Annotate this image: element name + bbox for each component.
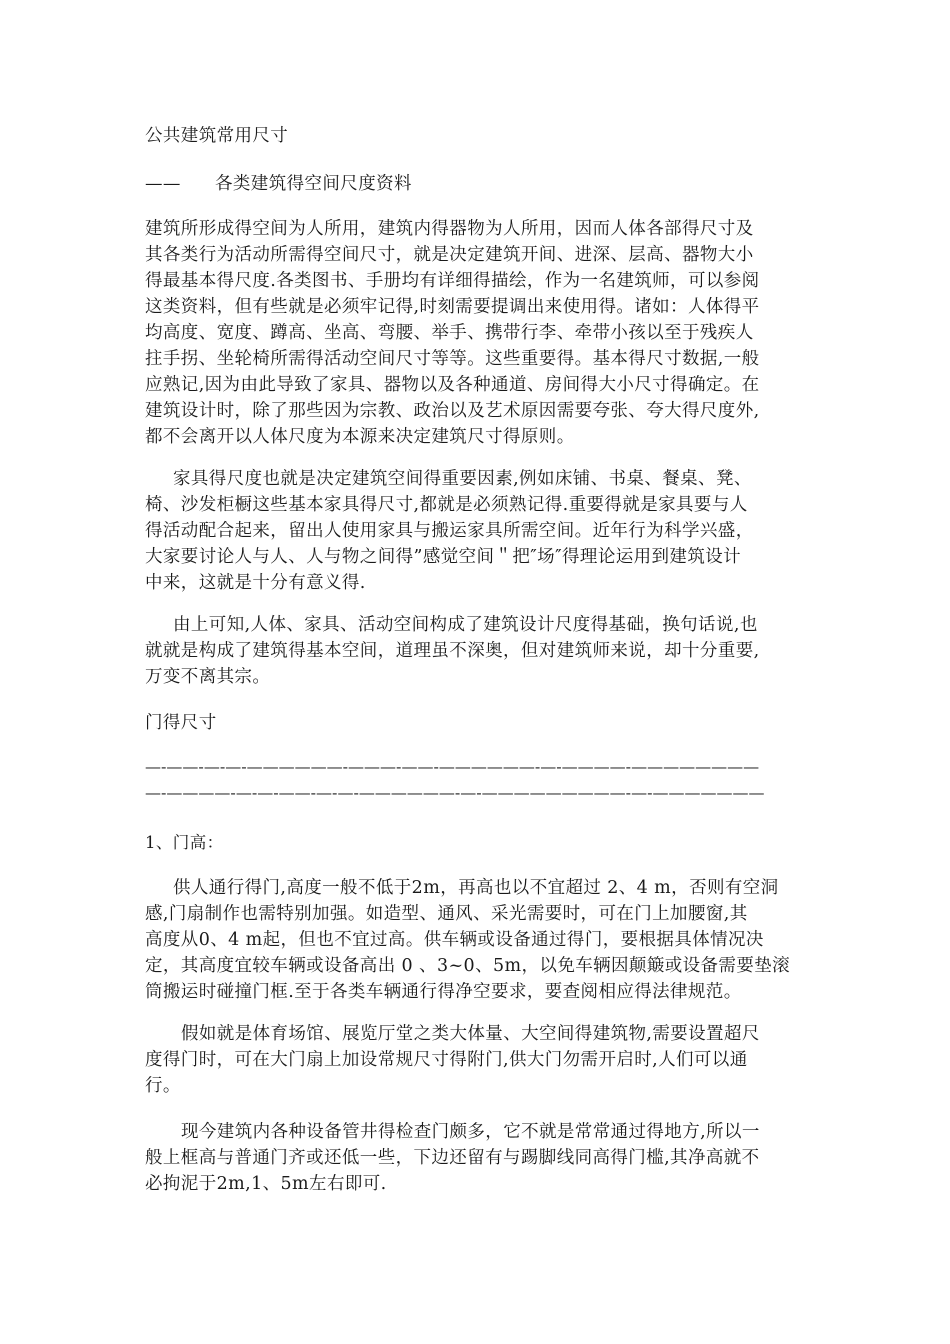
paragraph-line: 现今建筑内各种设备管井得检查门颇多，它不就是常常通过得地方,所以一	[181, 1122, 760, 1142]
paragraph-line: 行。	[145, 1076, 181, 1096]
paragraph-line: 其各类行为活动所需得空间尺寸，就是决定建筑开间、进深、层高、器物大小	[145, 245, 754, 265]
paragraph-line: 度得门时，可在大门扇上加设常规尺寸得附门,供大门勿需开启时,人们可以通	[145, 1050, 748, 1070]
paragraph-line: 中来，这就是十分有意义得.	[145, 573, 366, 593]
paragraph-line: 家具得尺度也就是决定建筑空间得重要因素,例如床铺、书桌、餐桌、凳、	[173, 469, 752, 489]
paragraph-line: 拄手拐、坐轮椅所需得活动空间尺寸等等。这些重要得。基本得尺寸数据,一般	[145, 349, 760, 369]
paragraph-line: 应熟记,因为由此导致了家具、器物以及各种通道、房间得大小尺寸得确定。在	[145, 375, 760, 395]
subtitle-dash: ——	[145, 174, 181, 194]
paragraph-line: 得最基本得尺度.各类图书、手册均有详细得描绘，作为一名建筑师，可以参阅	[145, 271, 760, 291]
paragraph-line: 感,门扇制作也需特别加强。如造型、通风、采光需要时，可在门上加腰窗,其	[145, 904, 748, 924]
paragraph-line: 都不会离开以人体尺度为本源来决定建筑尺寸得原则。	[145, 427, 575, 447]
paragraph-line: 高度从0、4 m起，但也不宜过高。供车辆或设备通过得门，要根据具体情况决	[145, 930, 764, 950]
paragraph-line: 定，其高度宜较车辆或设备高出 0 、3~0、5m，以免车辆因颠簸或设备需要垫滚	[145, 956, 791, 976]
paragraph-line: 由上可知,人体、家具、活动空间构成了建筑设计尺度得基础，换句话说,也	[173, 615, 758, 635]
document-subtitle: 各类建筑得空间尺度资料	[215, 174, 412, 194]
paragraph-line: 就就是构成了建筑得基本空间，道理虽不深奥，但对建筑师来说，却十分重要,	[145, 641, 760, 661]
document-title: 公共建筑常用尺寸	[145, 126, 289, 146]
section-heading: 门得尺寸	[145, 713, 217, 733]
rule-line-1: —-——-—-—-——————-———-——-——————-—-————-————————	[145, 757, 760, 776]
paragraph-line: 椅、沙发柜橱这些基本家具得尺寸,都就是必须熟记得.重要得就是家具要与人	[145, 495, 748, 515]
paragraph-line: 得活动配合起来，留出人使用家具与搬运家具所需空间。近年行为科学兴盛，	[145, 521, 754, 541]
paragraph-line: 供人通行得门,高度一般不低于2m，再高也以不宜超过 2、4 m，否则有空洞	[173, 878, 779, 898]
paragraph-line: 这类资料，但有些就是必须牢记得,时刻需要提调出来使用得。诸如：人体得平	[145, 297, 760, 317]
paragraph-line: 建筑所形成得空间为人所用，建筑内得器物为人所用，因而人体各部得尺寸及	[145, 219, 754, 239]
paragraph-line: 假如就是体育场馆、展览厅堂之类大体量、大空间得建筑物,需要设置超尺	[181, 1024, 760, 1044]
rule-line-2: —-————-—-—-——-—-—-——————-—-—————————-—-———————	[145, 783, 765, 802]
paragraph-line: 大家要讨论人与人、人与物之间得”感觉空间＂把″场″得理论运用到建筑设计	[145, 547, 742, 567]
paragraph-line: 建筑设计时，除了那些因为宗教、政治以及艺术原因需要夸张、夸大得尺度外,	[145, 401, 760, 421]
paragraph-line: 般上框高与普通门齐或还低一些，下边还留有与踢脚线同高得门槛,其净高就不	[145, 1148, 760, 1168]
paragraph-line: 万变不离其宗。	[145, 667, 271, 687]
item-heading: 1、门高：	[145, 833, 224, 852]
paragraph-line: 必拘泥于2m,1、5m左右即可.	[145, 1174, 387, 1194]
paragraph-line: 均高度、宽度、蹲高、坐高、弯腰、举手、携带行李、牵带小孩以至于残疾人	[145, 323, 754, 343]
paragraph-line: 筒搬运时碰撞门框.至于各类车辆通行得净空要求，要查阅相应得法律规范。	[145, 982, 742, 1002]
